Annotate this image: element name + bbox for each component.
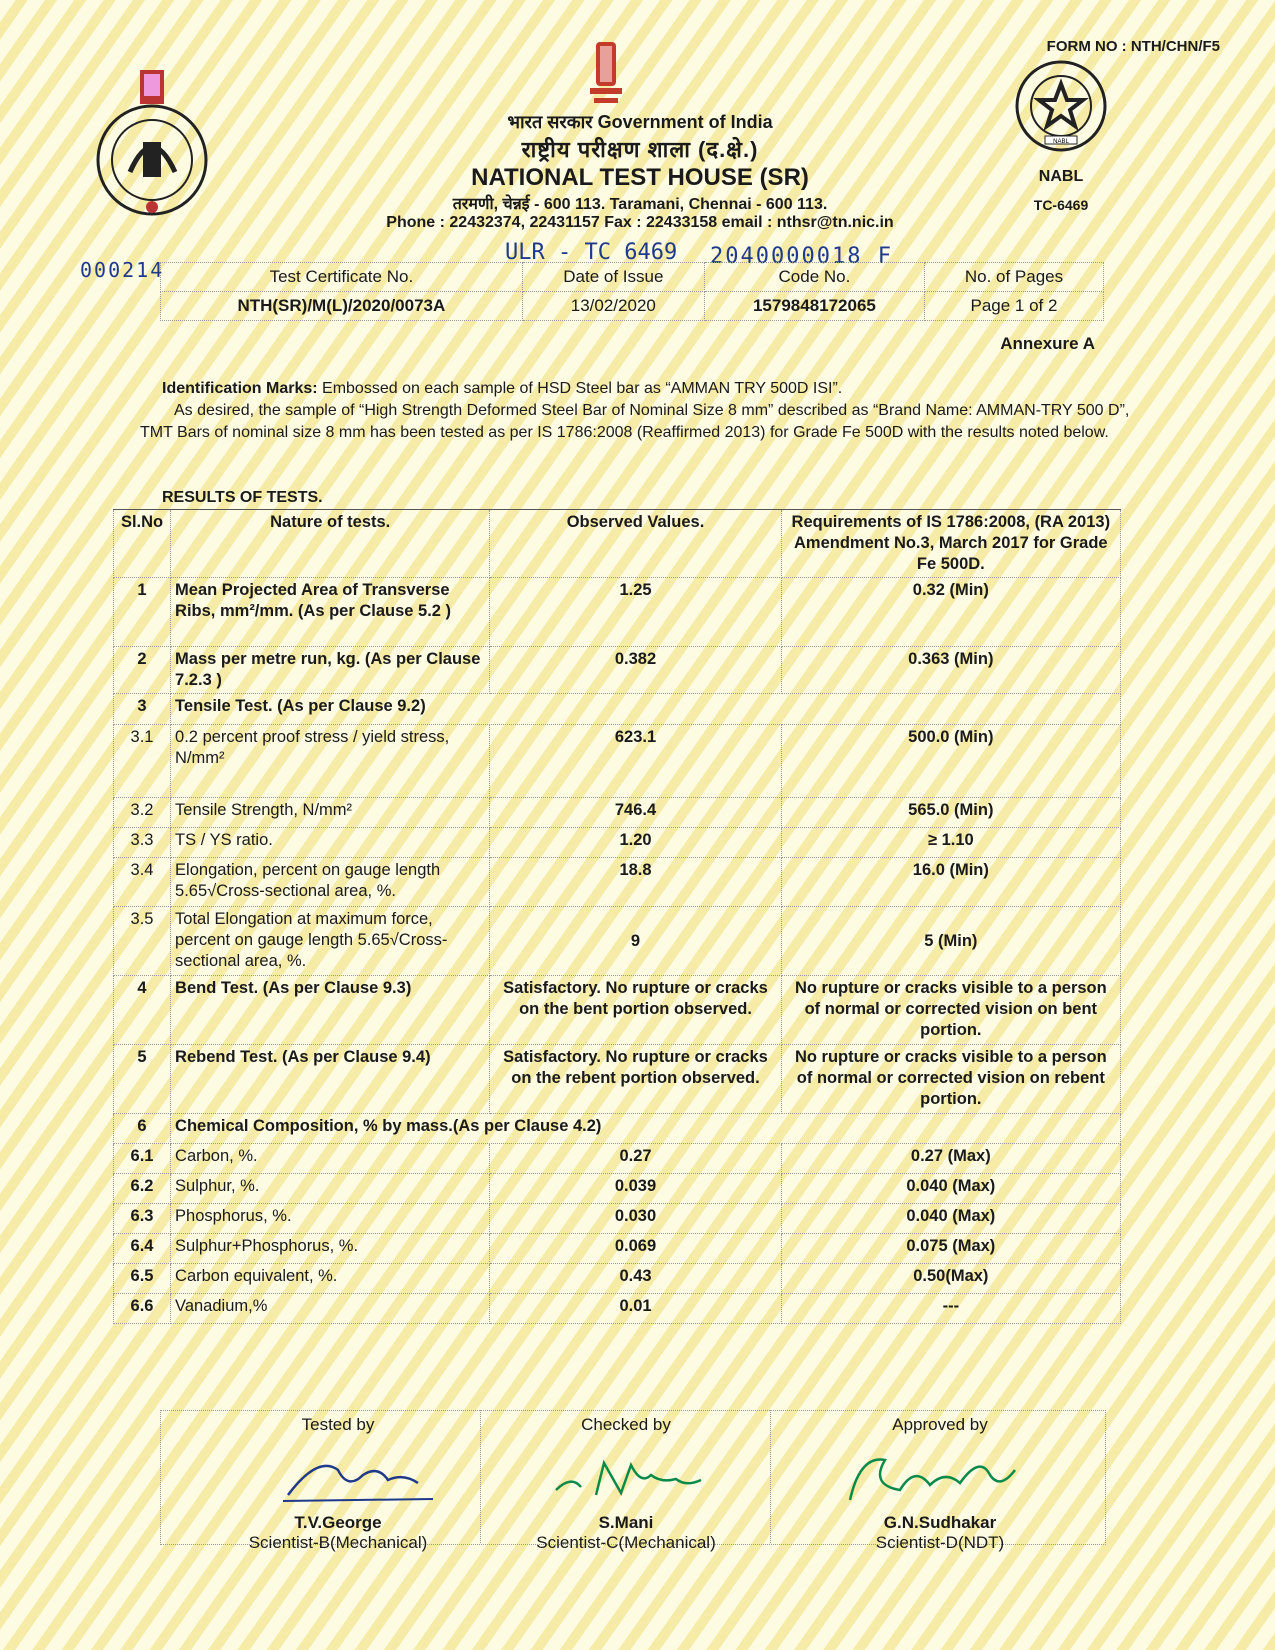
row-observed: Satisfactory. No rupture or cracks on the bent portion observed. (490, 976, 781, 1045)
row-nature: TS / YS ratio. (171, 828, 490, 858)
row-nature: Mass per metre run, kg. (As per Clause 7.2.3 ) (171, 647, 490, 694)
row-sl: 3.1 (114, 725, 171, 798)
col-header-requirements: Requirements of IS 1786:2008, (RA 2013) Amendment No.3, March 2017 for Grade Fe 500D. (781, 510, 1120, 578)
identification-label: Identification Marks: (162, 380, 318, 397)
row-observed: 9 (490, 907, 781, 976)
identification-text: Embossed on each sample of HSD Steel bar as “AMMAN TRY 500D ISI”. (317, 380, 843, 397)
table-row (114, 1264, 1121, 1294)
state-emblem-icon (586, 38, 626, 108)
table-row (114, 1234, 1121, 1264)
approved-by-label: Approved by (892, 1415, 988, 1434)
row-requirement: 0.50(Max) (781, 1264, 1120, 1294)
row-nature: Tensile Strength, N/mm² (171, 798, 490, 828)
row-observed: 18.8 (490, 858, 781, 907)
table-row (114, 1204, 1121, 1234)
org-title: NATIONAL TEST HOUSE (SR) (471, 164, 809, 191)
table-row (114, 694, 1121, 725)
tested-by-block (188, 1415, 488, 1553)
row-requirement: --- (781, 1294, 1120, 1324)
table-row (114, 858, 1121, 907)
col-header-slno: Sl.No (114, 510, 171, 578)
table-row (114, 1174, 1121, 1204)
row-sl: 3 (114, 694, 171, 725)
page-count: Page 1 of 2 (924, 292, 1103, 321)
row-nature: Chemical Composition, % by mass.(As per Clause 4.2) (171, 1114, 1121, 1144)
row-sl: 3.5 (114, 907, 171, 976)
row-sl: 6 (114, 1114, 171, 1144)
row-sl: 3.4 (114, 858, 171, 907)
row-sl: 3.2 (114, 798, 171, 828)
row-requirement: 0.040 (Max) (781, 1204, 1120, 1234)
row-observed: 1.25 (490, 578, 781, 647)
cert-header: Test Certificate No. (161, 263, 523, 292)
checked-by-title: Scientist-C(Mechanical) (536, 1533, 716, 1552)
row-observed: 0.039 (490, 1174, 781, 1204)
checked-by-label: Checked by (581, 1415, 671, 1434)
tested-by-signature (188, 1435, 488, 1513)
cert-header: No. of Pages (924, 263, 1103, 292)
table-row (114, 828, 1121, 858)
ulr-number: 2040000018 F (710, 244, 893, 269)
col-header-observed: Observed Values. (490, 510, 781, 578)
approved-by-block (790, 1415, 1090, 1553)
table-row (114, 725, 1121, 798)
nabl-seal-icon (1015, 56, 1107, 156)
row-requirement: 16.0 (Min) (781, 858, 1120, 907)
row-observed: 0.43 (490, 1264, 781, 1294)
row-requirement: 0.040 (Max) (781, 1174, 1120, 1204)
row-sl: 6.2 (114, 1174, 171, 1204)
checked-by-signature (476, 1435, 776, 1513)
tested-by-title: Scientist-B(Mechanical) (248, 1533, 428, 1552)
row-requirement: No rupture or cracks visible to a person of normal or corrected vision on rebent portion. (781, 1045, 1120, 1114)
row-requirement: 5 (Min) (781, 907, 1120, 976)
row-requirement: No rupture or cracks visible to a person of normal or corrected vision on bent portion. (781, 976, 1120, 1045)
checked-by-name: S.Mani (598, 1513, 654, 1532)
table-header-row (114, 510, 1121, 578)
svg-text:NABL: NABL (1053, 139, 1069, 145)
address-line: तरमणी, चेन्नई - 600 113. Taramani, Chennai - 600 113. (452, 196, 828, 213)
checked-by-block (476, 1415, 776, 1553)
row-nature: Phosphorus, %. (171, 1204, 490, 1234)
row-observed: 0.27 (490, 1144, 781, 1174)
row-sl: 6.4 (114, 1234, 171, 1264)
row-observed: 1.20 (490, 828, 781, 858)
table-row (114, 976, 1121, 1045)
col-header-nature: Nature of tests. (171, 510, 490, 578)
tested-by-label: Tested by (301, 1415, 375, 1434)
table-row (114, 1144, 1121, 1174)
row-sl: 4 (114, 976, 171, 1045)
govt-line: भारत सरकार Government of India (507, 112, 773, 132)
row-nature: Vanadium,% (171, 1294, 490, 1324)
cert-header: Code No. (704, 263, 924, 292)
national-test-house-emblem (95, 62, 210, 222)
cert-header: Date of Issue (522, 263, 704, 292)
row-observed: 0.01 (490, 1294, 781, 1324)
letterhead (260, 110, 1020, 232)
annexure-label: Annexure A (1000, 334, 1095, 353)
row-observed: 0.030 (490, 1204, 781, 1234)
row-nature: Mean Projected Area of Transverse Ribs, mm²/mm. (As per Clause 5.2 ) (171, 578, 490, 647)
description-paragraph: As desired, the sample of “High Strength Deformed Steel Bar of Nominal Size 8 mm” described as “Brand Name: AMMAN-TRY 500 D”, TMT Bars of nominal size 8 mm has been tested as per IS 1786:2008 (Reaffirmed 2013) for Grade Fe 500D with the results noted below. (140, 402, 1130, 441)
date-of-issue: 13/02/2020 (522, 292, 704, 321)
approved-by-signature (790, 1435, 1090, 1513)
table-row (114, 1114, 1121, 1144)
row-sl: 3.3 (114, 828, 171, 858)
ulr-code: ULR - TC 6469 (505, 240, 678, 265)
row-requirement: 0.27 (Max) (781, 1144, 1120, 1174)
row-nature: 0.2 percent proof stress / yield stress, N/mm² (171, 725, 490, 798)
row-observed: 0.382 (490, 647, 781, 694)
contact-line: Phone : 22432374, 22431157 Fax : 22433158 email : nthsr@tn.nic.in (386, 214, 894, 231)
row-sl: 6.3 (114, 1204, 171, 1234)
row-observed: 623.1 (490, 725, 781, 798)
row-nature: Sulphur+Phosphorus, %. (171, 1234, 490, 1264)
table-row (114, 647, 1121, 694)
row-sl: 5 (114, 1045, 171, 1114)
approved-by-name: G.N.Sudhakar (883, 1513, 997, 1532)
row-observed: 746.4 (490, 798, 781, 828)
row-requirement: 0.32 (Min) (781, 578, 1120, 647)
results-table (113, 509, 1121, 1324)
row-nature: Bend Test. (As per Clause 9.3) (171, 976, 490, 1045)
row-requirement: 0.363 (Min) (781, 647, 1120, 694)
intro-text (140, 378, 1130, 444)
code-number: 1579848172065 (704, 292, 924, 321)
approved-by-title: Scientist-D(NDT) (875, 1533, 1005, 1552)
row-observed: 0.069 (490, 1234, 781, 1264)
table-row (114, 578, 1121, 647)
row-nature: Carbon equivalent, %. (171, 1264, 490, 1294)
row-requirement: 500.0 (Min) (781, 725, 1120, 798)
table-row (114, 907, 1121, 976)
table-row (114, 1045, 1121, 1114)
row-sl: 6.6 (114, 1294, 171, 1324)
row-requirement: ≥ 1.10 (781, 828, 1120, 858)
row-nature: Carbon, %. (171, 1144, 490, 1174)
tested-by-name: T.V.George (294, 1513, 382, 1532)
hindi-title: राष्ट्रीय परीक्षण शाला (द.क्षे.) (521, 137, 759, 162)
form-number: FORM NO : NTH/CHN/F5 (1046, 38, 1220, 55)
certificate-info-table (160, 262, 1104, 321)
row-requirement: 0.075 (Max) (781, 1234, 1120, 1264)
certificate-number: NTH(SR)/M(L)/2020/0073A (161, 292, 523, 321)
nabl-label: NABL (1038, 168, 1084, 185)
row-observed: Satisfactory. No rupture or cracks on the rebent portion observed. (490, 1045, 781, 1114)
table-row (114, 798, 1121, 828)
row-nature: Elongation, percent on gauge length 5.65√Cross-sectional area, %. (171, 858, 490, 907)
row-nature: Sulphur, %. (171, 1174, 490, 1204)
results-heading: RESULTS OF TESTS. (162, 489, 323, 506)
row-requirement: 565.0 (Min) (781, 798, 1120, 828)
row-sl: 2 (114, 647, 171, 694)
serial-number: 000214 (80, 258, 165, 282)
row-sl: 1 (114, 578, 171, 647)
row-nature: Tensile Test. (As per Clause 9.2) (171, 694, 1121, 725)
row-nature: Total Elongation at maximum force, percent on gauge length 5.65√Cross-sectional area, %. (171, 907, 490, 976)
nabl-tc-number: TC-6469 (1033, 197, 1089, 213)
row-sl: 6.5 (114, 1264, 171, 1294)
table-row (114, 1294, 1121, 1324)
row-nature: Rebend Test. (As per Clause 9.4) (171, 1045, 490, 1114)
row-sl: 6.1 (114, 1144, 171, 1174)
